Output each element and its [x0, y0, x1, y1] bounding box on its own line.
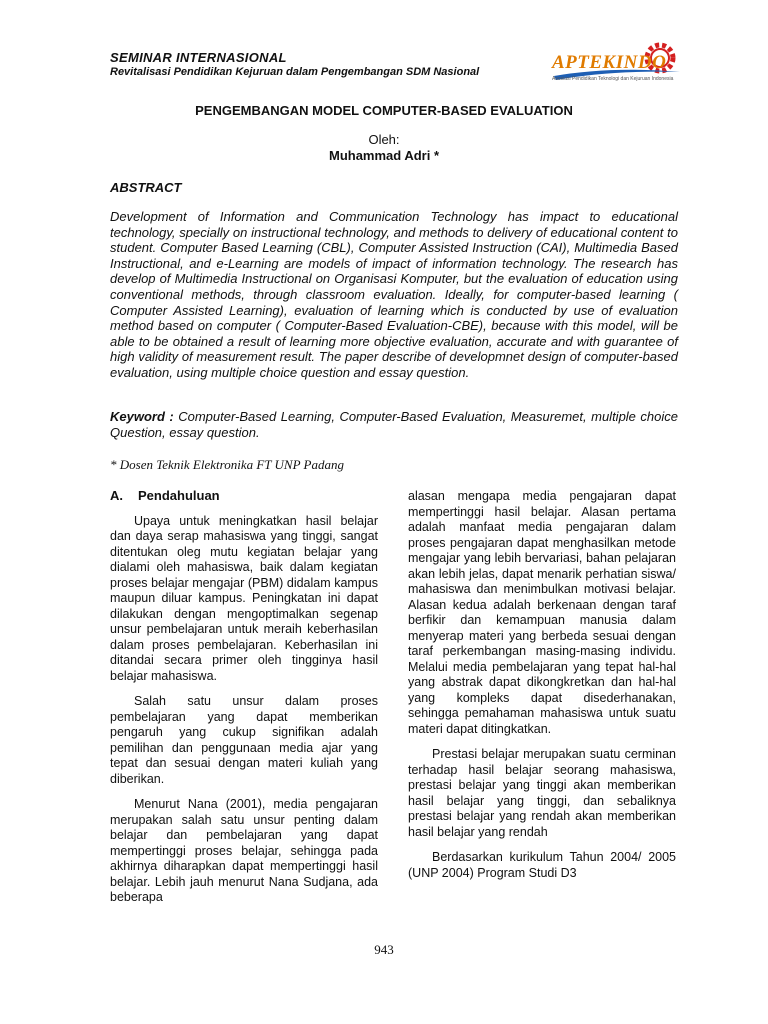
author-name: Muhammad Adri *: [328, 148, 440, 163]
abstract-text: Development of Information and Communication Technology has impact to educational technology, specially on instructional technology, and methods to delivery of educational content to student. Computer Based Learning (CBL), Computer Assisted Instruction (CAI), Multimedia Based Instructional, and e-Learning are models of impact of information technology. The research has develop of Multimedia Instructional on Organisasi Komputer, but the evaluation of education using conventional methods, through classroom evaluation. Ideally, for computer-based learning ( Computer Assisted Learning), evaluation of learning which is conducted by use of evaluation method based on computer ( Computer-Based Evaluation-CBE), because with this model, will be able to be obtained a result of learning more objective evaluation, accurate and with guarantee of high validity of measurement result. The paper describe of developmnet design of computer-based evaluation, using multiple choice question and essay question.: [110, 209, 678, 380]
section-title: Pendahuluan: [138, 488, 220, 503]
paragraph: Berdasarkan kurikulum Tahun 2004/ 2005 (UNP 2004) Program Studi D3: [408, 850, 676, 880]
paper-title: PENGEMBANGAN MODEL COMPUTER-BASED EVALUATION: [195, 103, 573, 118]
logo-tagline: Asosiasi Pendidikan Teknologi dan Kejuruan Indonesia: [552, 76, 674, 82]
running-header: [110, 50, 479, 79]
keywords: [110, 409, 678, 440]
aptekindo-logo: [552, 42, 682, 90]
keyword-list: Computer-Based Learning, Computer-Based Evaluation, Measuremet, multiple choice Question, essay question.: [110, 409, 678, 440]
keyword-label: Keyword :: [110, 409, 174, 424]
right-column: [408, 489, 676, 891]
by-label: Oleh:: [368, 132, 400, 147]
paragraph: Menurut Nana (2001), media pengajaran merupakan salah satu unsur penting dalam belajar dan pembelajaran yang dapat mempertinggi proses belajar, sehingga pada akhirnya diharapkan dapat mempertinggi hasil belajar. Lebih jauh menurut Nana Sudjana, ada beberapa: [110, 797, 378, 904]
paragraph: Salah satu unsur dalam proses pembelajaran yang dapat memberikan pengaruh yang cukup signifikan adalah pemilihan dan penggunaan media ajar yang tepat dan sesuai dengan materi kuliah yang diberikan.: [110, 694, 378, 786]
author-footnote: * Dosen Teknik Elektronika FT UNP Padang: [110, 457, 344, 472]
logo-text: APTEKINDO: [552, 52, 667, 73]
paragraph: Prestasi belajar merupakan suatu cerminan terhadap hasil belajar seorang mahasiswa, prestasi belajar yang tinggi akan memberikan hasil belajar yang tinggi, dan sebaliknya prestasi belajar yang rendah akan memberikan hasil belajar yang rendah: [408, 747, 676, 839]
section-number: A.: [110, 488, 123, 503]
header-title: SEMINAR INTERNASIONAL: [110, 50, 287, 65]
left-column: [110, 488, 378, 916]
paragraph: Upaya untuk meningkatkan hasil belajar dan daya serap mahasiswa yang tinggi, sangat ditentukan oleg mutu kegiatan belajar yang dialami oleh mahasiswa, baik dalam kegiatan proses belajar mengajar (PBM) didalam kampus maupun diluar kampus. Peningkatan ini dapat dilakukan dengan mengoptimalkan segenap unsur pembelajaran untuk meraih keberhasilan dalam proses pembelajaran. Keberhasilan ini ditandai secara primer oleh tingginya hasil belajar mahasiswa.: [110, 513, 378, 683]
abstract-heading: ABSTRACT: [110, 180, 182, 195]
header-subtitle: Revitalisasi Pendidikan Kejuruan dalam Pengembangan SDM Nasional: [110, 66, 480, 78]
section-heading: [110, 488, 378, 504]
page-number: 943: [374, 942, 394, 957]
paragraph: alasan mengapa media pengajaran dapat mempertinggi hasil belajar. Alasan pertama adalah manfaat media pengajaran dalam proses pengajaran dapat menghasilkan metode mengajar yang lebih bervariasi, bahan pelajaran akan lebih jelas, dapat menarik perhatian siswa/ mahasiswa dan menimbulkan motivasi belajar. Alasan kedua adalah berkenaan dengan taraf berfikir dan kemampuan manusia dalam menyerap materi yang berbeda sesuai dengan taraf perkembangan masing-masing individu. Melalui media pembelajaran yang tepat hal-hal yang abstrak dapat dikongkretkan dan hal-hal yang kompleks dapat disederhanakan, sehingga pemahaman mahasiswa untuk suatu materi dapat ditingkatkan.: [408, 489, 676, 736]
